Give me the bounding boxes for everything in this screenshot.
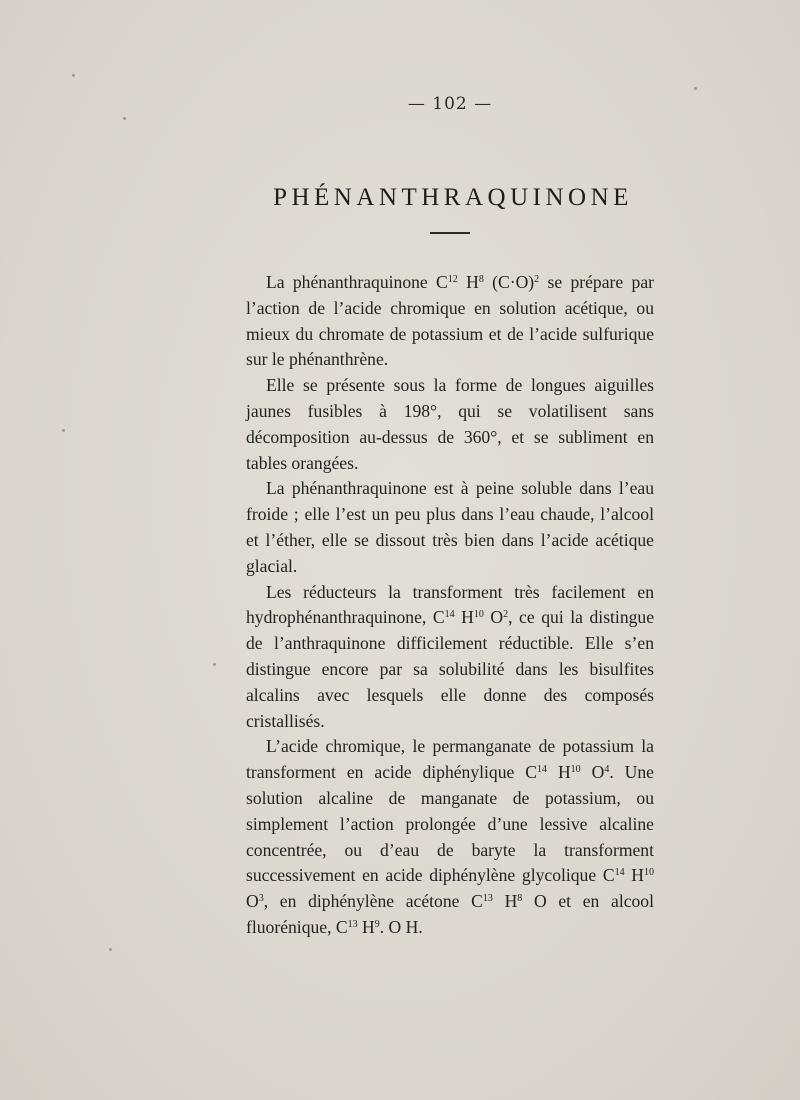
formula-index: 2: [503, 609, 509, 621]
formula-index: 13: [347, 918, 358, 930]
page-number: — 102 —: [407, 94, 493, 114]
text-run: L’acide chromique, le permanganate de potassium la transforment en acide diphénylique C: [246, 736, 654, 783]
paper-speck: [72, 74, 75, 77]
paragraph: [246, 734, 654, 940]
text-run: O: [483, 607, 504, 628]
formula-index: 4: [604, 764, 610, 776]
body-text: [246, 270, 654, 941]
formula-index: 14: [444, 609, 455, 621]
text-run: , ce qui la distingue de l’anthraquinone difficilement réductible. Elle s’en distingue encore par sa solubilité dans les bisulfites alcalins avec lesquels elle donne des composés cristallisés.: [246, 607, 655, 731]
title-rule: [430, 232, 470, 234]
text-run: H: [457, 272, 479, 292]
text-run: H: [547, 762, 571, 783]
text-run: H: [454, 607, 474, 628]
text-run: La phénanthraquinone C: [266, 272, 448, 292]
text-run: H: [492, 891, 518, 912]
formula-index: 10: [473, 609, 484, 621]
formula-index: 12: [447, 274, 458, 285]
formula-index: 8: [517, 893, 523, 905]
formula-index: 8: [478, 274, 484, 285]
paragraph: [246, 270, 654, 373]
paper-speck: [213, 663, 216, 666]
formula-index: 14: [614, 867, 625, 879]
text-run: O: [580, 762, 605, 783]
text-run: La phénanthraquinone est à peine soluble dans l’eau froide ; elle l’est un peu plus dans l’eau chaude, l’alcool et l’éther, elle se dissout très bien dans l’acide acétique glacial.: [246, 478, 654, 576]
text-run: Les réducteurs la transforment très facilement en hydrophénanthraquinone, C: [246, 581, 654, 628]
formula-index: 10: [570, 764, 581, 776]
text-run: H: [357, 916, 375, 937]
paragraph: [246, 476, 654, 579]
formula-index: 3: [258, 893, 264, 905]
text-run: O: [246, 891, 259, 912]
text-run: Elle se présente sous la forme de longues aiguilles jaunes fusibles à 198°, qui se volatilisent sans décomposition au-dessus de 360°, et se subliment en tables orangées.: [246, 375, 654, 473]
paper-speck: [109, 948, 112, 951]
text-run: H: [624, 865, 644, 886]
paper-speck: [694, 87, 697, 90]
text-run: (C·O): [483, 272, 535, 292]
formula-index: 10: [644, 867, 654, 879]
paper-speck: [62, 429, 65, 432]
text-run: O et en alcool fluorénique, C: [246, 891, 654, 937]
paper-speck: [123, 117, 126, 120]
text-run: , en diphénylène acétone C: [263, 891, 483, 912]
formula-index: 9: [374, 918, 380, 930]
text-run: se prépare par l’action de l’acide chromique en solution acétique, ou mieux du chromate de potassium et de l’acide sulfurique sur le phénanthrène.: [246, 272, 654, 370]
formula-index: 14: [537, 764, 548, 776]
paragraph: [246, 373, 654, 476]
text-run: . Une solution alcaline de manganate de potassium, ou simplement l’action prolongée d’une lessive alcaline concentrée, ou d’eau de baryte la transforment successivement en acide diphénylène glycolique C: [246, 762, 654, 886]
formula-index: 2: [534, 274, 540, 285]
paragraph: [246, 580, 654, 735]
chapter-title: PHÉNANTHRAQUINONE: [273, 184, 633, 211]
text-run: . O H.: [379, 916, 423, 937]
formula-index: 13: [482, 893, 493, 905]
